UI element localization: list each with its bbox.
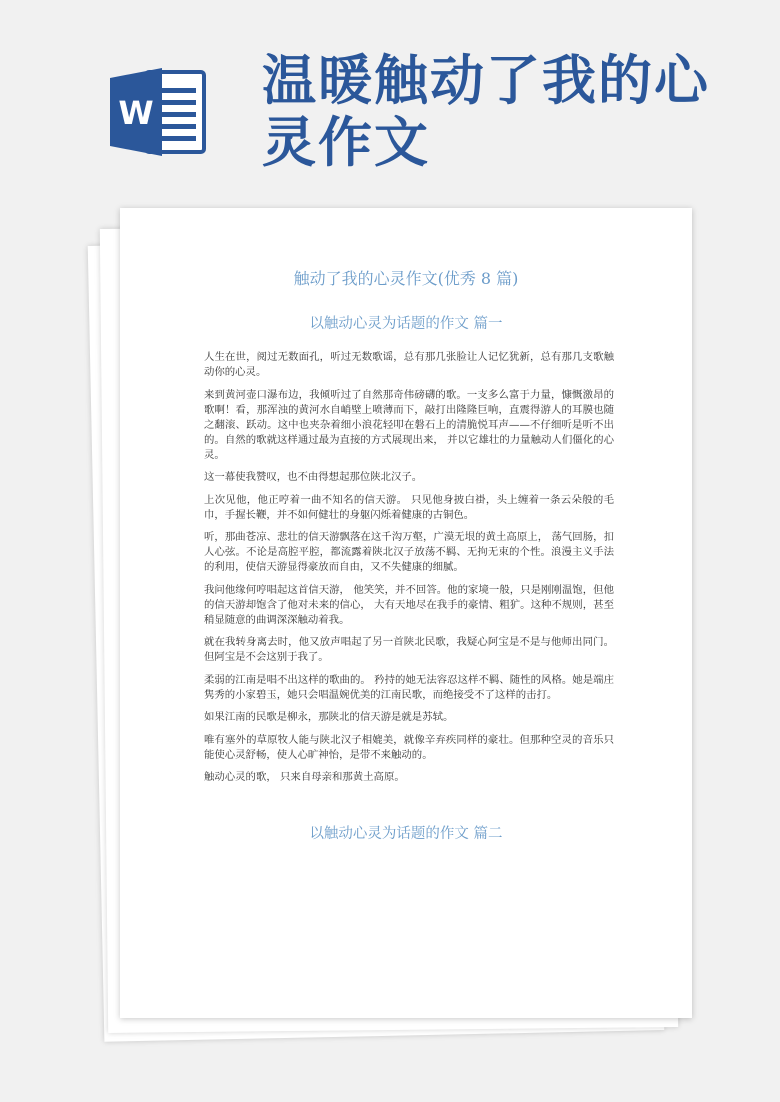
section-heading-1: 以触动心灵为话题的作文 篇一: [309, 316, 503, 332]
document-page: [120, 208, 692, 1018]
paragraph: 唯有塞外的草原牧人能与陕北汉子相媲美，就像辛弃疾同样的豪壮。但那种空灵的音乐只能使心灵舒畅，使人心旷神怡，是带不来触动的。: [204, 733, 614, 761]
paragraph: 听，那曲苍凉、悲壮的信天游飘落在这千沟万壑，广漠无垠的黄土高原上， 荡气回肠，扣人心弦。不论是高腔平腔，都流露着陕北汉子放荡不羁、无拘无束的个性。浪漫主义手法的利用，使信天游显得豪放而自由，又不失健康的细腻。: [204, 531, 614, 573]
paragraph: 柔弱的江南是唱不出这样的歌曲的。 矜持的她无法容忍这样不羁、随性的风格。她是端庄隽秀的小家碧玉，她只会唱温婉优美的江南民歌，而绝接受不了这样的击打。: [204, 673, 614, 701]
logo-letter: W: [118, 94, 154, 132]
paragraph: 来到黄河壶口瀑布边，我倾听过了自然那奇伟磅礴的歌。一支多么富于力量，慷慨激昂的歌啊！看，那浑浊的黄河水自峭壁上喷薄而下，敲打出隆隆巨响，直震得游人的耳膜也随之翻滚、跃动。这中也夹杂着细小浪花轻叩在磐石上的清脆悦耳声——不仔细听是听不出的。自然的歌就这样通过最为直接的方式展现出来， 并以它雄壮的力量触动人们僵化的心灵。: [204, 388, 614, 461]
paragraph: 人生在世，阅过无数面孔，听过无数歌谣，总有那几张脸让人记忆犹新，总有那几支歌触动你的心灵。: [204, 351, 614, 378]
page-title: 温暖触动了我的心灵作文: [262, 49, 710, 174]
document-body: [204, 350, 614, 793]
paragraph: 这一幕使我赞叹，也不由得想起那位陕北汉子。: [204, 471, 423, 483]
section-heading-2: 以触动心灵为话题的作文 篇二: [309, 826, 503, 842]
page-header: [0, 0, 780, 200]
document-title: 触动了我的心灵作文(优秀 8 篇): [293, 269, 519, 288]
word-logo-icon: [110, 68, 206, 156]
paragraph: 我问他缘何哼唱起这首信天游， 他笑笑，并不回答。他的家境一般，只是刚刚温饱，但他的信天游却饱含了他对未来的信心， 大有天地尽在我手的豪情、粗犷。这种不规则，甚至稍显随意的曲调深深触动着我。: [204, 583, 614, 626]
paragraph: 就在我转身离去时，他又放声唱起了另一首陕北民歌，我疑心阿宝是不是与他师出同门。但阿宝是不会这别于我了。: [204, 636, 614, 663]
paragraph: 触动心灵的歌， 只来自母亲和那黄土高原。: [204, 771, 405, 783]
paragraph: 上次见他，他正哼着一曲不知名的信天游。 只见他身披白褂，头上缠着一条云朵般的毛巾，手握长鞭，并不如何健壮的身躯闪烁着健康的古铜色。: [204, 493, 614, 521]
paragraph: 如果江南的民歌是柳永，那陕北的信天游是就是苏轼。: [204, 711, 454, 723]
